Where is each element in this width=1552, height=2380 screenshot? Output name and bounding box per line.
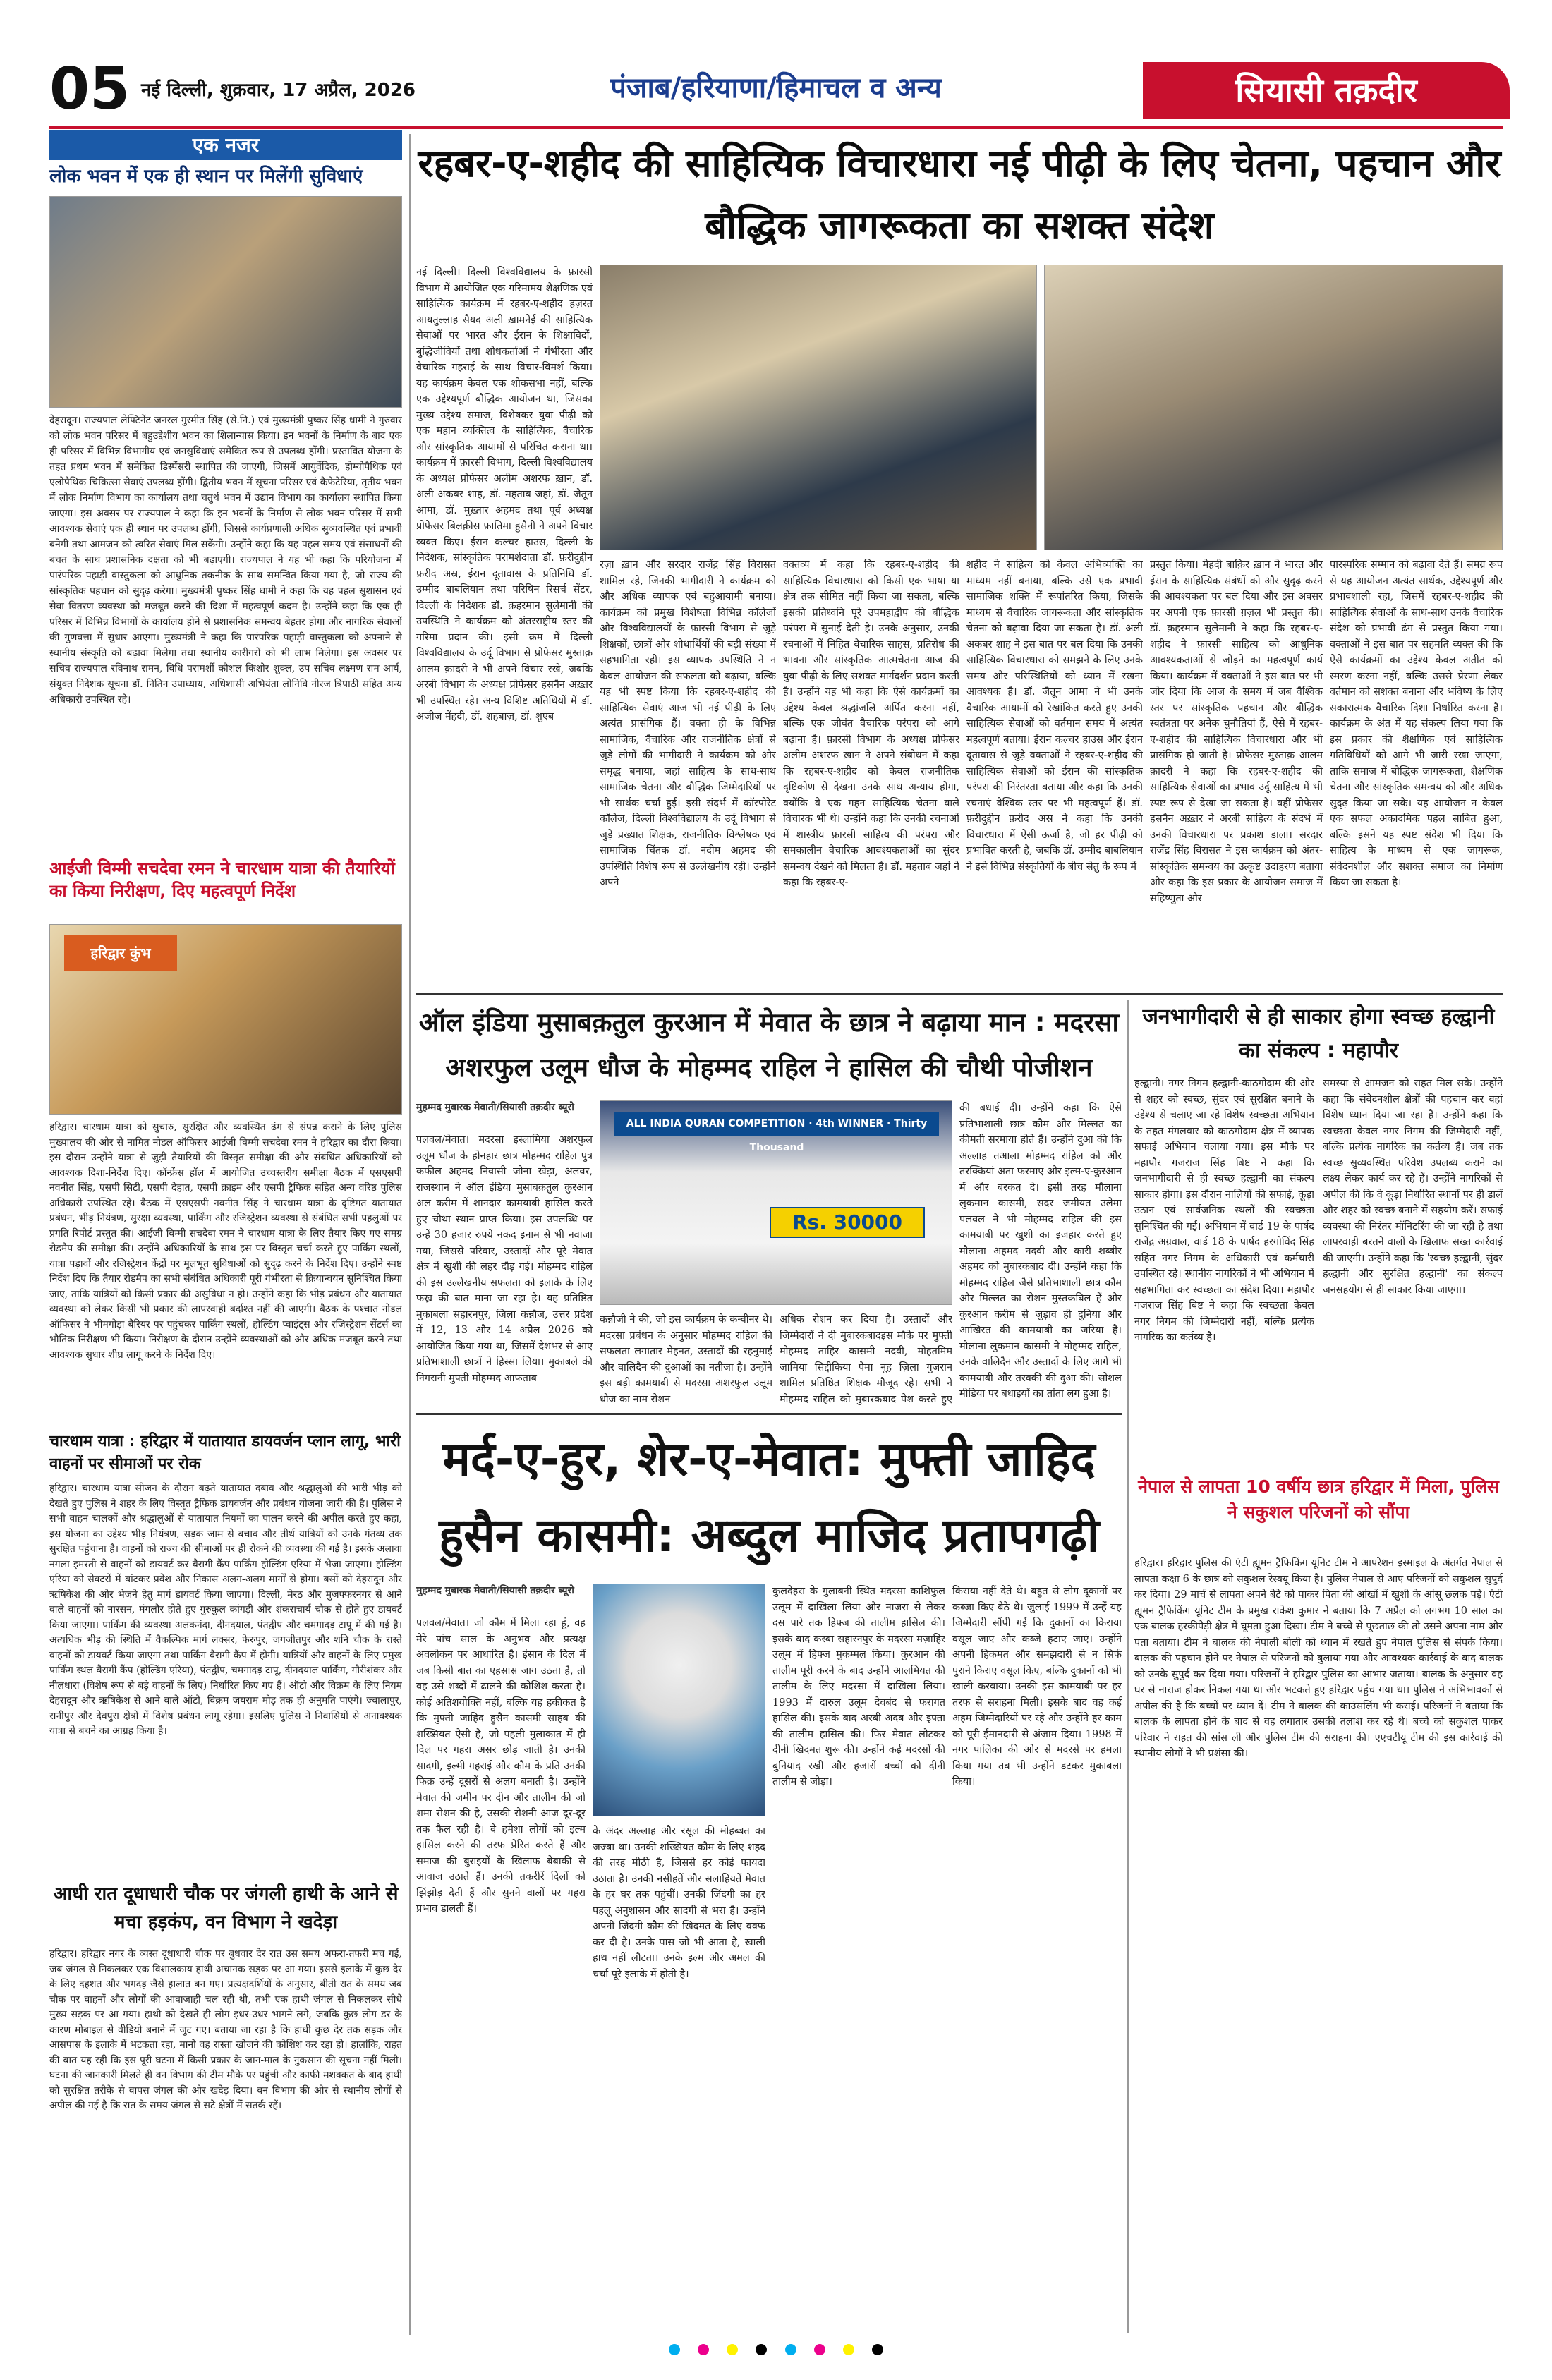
- photo-seminar-panel: [1044, 265, 1503, 550]
- article-headline-elephant: आधी रात दूधाधारी चौक पर जंगली हाथी के आने से मचा हड़कंप, वन विभाग ने खदेड़ा: [53, 1883, 399, 1933]
- photo-review-meeting: [49, 924, 402, 1115]
- mufti-col-3: कुलदेहरा के गुलाबनी स्थित मदरसा काशिफुल उलूम में दाखिला लिया और नाजरा से लेकर दस पारे तक हिफ्ज की तालीम हासिल की। इसके बाद कस्बा सहारनपुर के मदरसा मज़ाहिर उलूम में हिफ्ज मुकम्मल किया। कुरआन की तालीम पूरी करने के बाद उन्होंने आलमियत की तालीम के लिए मदरसा में दाखिला लिया। 1993 में दारुल उलूम देवबंद से फरागत हासिल की। इसके बाद अरबी अदब और इफ्ता की तालीम हासिल की। फिर मेवात लौटकर दीनी खिदमत शुरू की। उन्होंने कई मदरसों की बुनियाद रखी और हजारों बच्चों को दीनी तालीम से जोड़ा।: [772, 1586, 945, 1787]
- ek-nazar-label: एक नजर: [49, 130, 402, 160]
- mufti-col-2: के अंदर अल्लाह और रसूल की मोहब्बत का जज्बा था। उनकी शख्सियत कौम के लिए शहद की तरह मीठी है, जिससे हर कोई फायदा उठाता है। उनकी नसीहतें और सलाहियतें मेवात के हर घर तक पहुंचीं। उनकी जिंदगी का हर पहलू अनुशासन और सादगी से भरा है। उन्होंने अपनी जिंदगी कौम की खिदमत के लिए वक्फ कर दी है। उनके पास जो भी आता है, खाली हाथ नहीं लौटता। उनके इल्म और अमल की चर्चा पूरे इलाके में होती है।: [593, 1826, 765, 1980]
- black-dot: [756, 2344, 767, 2355]
- article-headline-lok-bhavan: लोक भवन में एक ही स्थान पर मिलेंगी सुविधाएं: [49, 166, 363, 187]
- prize-check: Rs. 30000: [770, 1207, 925, 1238]
- photo-quran-winner: [600, 1100, 952, 1305]
- nepal-headline: नेपाल से लापता 10 वर्षीय छात्र हरिद्वार में मिला, पुलिस ने सकुशल परिजनों को सौंपा: [1138, 1476, 1499, 1522]
- article-headline-traffic: चारधाम यात्रा : हरिद्वार में यातायात डायवर्जन प्लान लागू, भारी वाहनों पर सीमाओं पर रोक: [49, 1433, 401, 1473]
- quran-byline: मुहम्मद मुबारक मेवाती/सियासी तक़दीर ब्यूरो: [416, 1102, 574, 1113]
- lead-col-3: वक्तव्य में कहा कि रहबर-ए-शहीद की साहित्यिक विचारधारा को किसी एक भाषा या क्षेत्र तक सीमित नहीं किया जा सकता, बल्कि इसकी प्रतिध्वनि पूरे उपमहाद्वीप की बौद्धिक परंपरा में सुनाई देती है। उनके अनुसार, उनकी रचनाओं में निहित वैचारिक साहस, प्रतिरोध की भावना और सांस्कृतिक आत्मचेतना आज की युवा पीढ़ी के लिए सशक्त मार्गदर्शन प्रदान करती है। उन्होंने यह भी कहा कि ऐसे कार्यक्रमों का उद्देश्य केवल श्रद्धांजलि अर्पित करना नहीं, बल्कि एक जीवंत वैचारिक परंपरा को आगे बढ़ाना है। फ़ारसी विभाग के अध्यक्ष प्रोफेसर अलीम अशरफ ख़ान ने अपने संबोधन में कहा कि रहबर-ए-शहीद को केवल राजनीतिक दृष्टिकोण से देखना उनके साथ अन्याय होगा, क्योंकि वे एक गहन साहित्यिक चेतना वाले विचारक भी थे। उन्होंने कहा कि उनकी रचनाओं में शास्त्रीय फ़ारसी साहित्य की परंपरा और समकालीन वैचारिक आवश्यकताओं का सुंदर समन्वय देखने को मिलता है। डॉ. महताब जहां ने कहा कि रहबर-ए-: [783, 559, 959, 888]
- mufti-headline: मर्द-ए-हुर, शेर-ए-मेवात: मुफ्ती जाहिद हुसैन कासमी: अब्दुल माजिद प्रतापगढ़ी: [439, 1432, 1099, 1562]
- page-number: 05: [49, 56, 131, 123]
- magenta-dot: [814, 2344, 825, 2355]
- nepal-body: हरिद्वार। हरिद्वार पुलिस की एंटी ह्यूमन ट्रैफिकिंग यूनिट टीम ने आपरेशन इस्माइल के अंतर्गत नेपाल से लापता कक्षा 6 के छात्र को सकुशल रेस्क्यू किया है। पुलिस नेपाल से आए परिजनों को सकुशल सुपुर्द कर दिया। 29 मार्च से लापता अपने बेटे को पाकर पिता की आंखों में खुशी के आंसू छलक पड़े। एंटी ह्यूमन ट्रैफिकिंग यूनिट टीम के प्रमुख राकेश कुमार ने बताया कि 7 अप्रैल को लगभग 10 साल का एक बालक हरकीपैड़ी क्षेत्र में घूमता हुआ दिखा। टीम ने बच्चे से पूछताछ की तो उसने अपना नाम और पता बताया। टीम ने बालक की नेपाली बोली को ध्यान में रखते हुए नेपाल पुलिस से संपर्क किया। बालक की पहचान होने पर नेपाल से परिजनों को बुलाया गया और आवश्यक कार्रवाई के बाद बालक को उनके सुपुर्द कर दिया गया। परिजनों ने हरिद्वार पुलिस का आभार जताया। बालक के अनुसार वह घर से नाराज होकर निकल गया था और भटकते हुए हरिद्वार पहुंच गया था। पुलिस ने अभिभावकों से अपील की है कि बच्चों पर ध्यान दें। टीम ने बालक की काउंसलिंग भी कराई। परिजनों ने बताया कि बालक के लापता होने के बाद से वह लगातार उसकी तलाश कर रहे थे। बच्चे को सकुशल पाकर परिवार ने राहत की सांस ली और पुलिस टीम की सराहना की। एएचटीयू टीम की इस कार्रवाई की स्थानीय लोगों ने भी प्रशंसा की।: [1134, 1558, 1503, 1759]
- mufti-col-1: पलवल/मेवात। जो कौम में मिला रहा हूं, वह मेरे पांच साल के अनुभव और प्रत्यक्ष अवलोकन पर आधारित है। इंसान के दिल में जब किसी बात का एहसास जाग उठता है, तो वह उसे शब्दों में ढालने की कोशिश करता है। कोई अतिशयोक्ति नहीं, बल्कि यह हकीकत है कि मुफ्ती जाहिद हुसैन कासमी साहब की शख्सियत ऐसी है, जो पहली मुलाकात में ही दिल पर गहरा असर छोड़ जाती है। उनकी सादगी, इल्मी गहराई और कौम के प्रति उनकी फिक्र उन्हें दूसरों से अलग बनाती है। उन्होंने मेवात की जमीन पर दीन और तालीम की जो शमा रोशन की है, उसकी रोशनी आज दूर-दूर तक फैल रही है। वे हमेशा लोगों को इल्म हासिल करने की तरफ प्रेरित करते हैं और समाज की बुराइयों के खिलाफ बेबाकी से आवाज उठाते हैं। उनकी तकरीरें दिलों को झिंझोड़ देती हैं और सुनने वालों पर गहरा प्रभाव डालती हैं।: [416, 1617, 586, 1914]
- lead-col-5: प्रस्तुत किया। मेहदी बाक़िर ख़ान ने भारत और ईरान के साहित्यिक संबंधों को और सुदृढ़ करने की आवश्यकता पर बल दिया और इस अवसर पर अपनी एक फ़ारसी ग़ज़ल भी प्रस्तुत की। डॉ. क़हरमान सुलेमानी ने कहा कि रहबर-ए-शहीद ने फ़ारसी साहित्य को आधुनिक आवश्यकताओं से जोड़ने का महत्वपूर्ण कार्य किया। कार्यक्रम में वक्ताओं ने इस बात पर भी जोर दिया कि आज के समय में जब वैश्विक स्तर पर सांस्कृतिक पहचान और बौद्धिक स्वतंत्रता पर अनेक चुनौतियां हैं, ऐसे में रहबर-ए-शहीद की साहित्यिक विचारधारा और भी प्रासंगिक हो जाती है। प्रोफेसर मुस्ताक़ आलम क़ादरी ने कहा कि रहबर-ए-शहीद की साहित्यिक सेवाओं का प्रभाव उर्दू साहित्य में भी स्पष्ट रूप से देखा जा सकता है। वहीं प्रोफेसर हसनैन अख़्तर ने अरबी साहित्य के संदर्भ में उनकी विचारधारा पर प्रकाश डाला। सरदार राजेंद्र सिंह विरासत ने इस कार्यक्रम को अंतर-सांस्कृतिक समन्वय का उत्कृष्ट उदाहरण बताया और कहा कि इस प्रकार के आयोजन समाज में सहिष्णुता और: [1150, 559, 1323, 904]
- haldwani-col-2: समस्या से आमजन को राहत मिल सके। उन्होंने कहा कि संवेदनशील क्षेत्रों की पहचान कर वहां विशेष ध्यान दिया जा रहा है। उन्होंने कहा कि स्वच्छता केवल नगर निगम की जिम्मेदारी नहीं, बल्कि प्रत्येक नागरिक का कर्तव्य है। जब तक स्वच्छ सुव्यवस्थित परिवेश उपलब्ध कराने का लक्ष्य लेकर कार्य कर रहे हैं। उन्होंने नागरिकों से अपील की कि वे कूड़ा निर्धारित स्थानों पर ही डालें और शहर को स्वच्छ बनाने में सहयोग करें। सफाई व्यवस्था की निरंतर मॉनिटरिंग की जा रही है तथा लापरवाही बरतने वालों के खिलाफ सख्त कार्रवाई की जाएगी। उन्होंने कहा कि 'स्वच्छ हल्द्वानी, सुंदर हल्द्वानी और सुरक्षित हल्द्वानी' का संकल्प जनसहयोग से ही साकार किया जाएगा।: [1323, 1078, 1503, 1296]
- article-body-lok-bhavan: देहरादून। राज्यपाल लेफ्टिनेंट जनरल गुरमीत सिंह (से.नि.) एवं मुख्यमंत्री पुष्कर सिंह धामी ने गुरुवार को लोक भवन परिसर में बहुउद्देशीय भवन का शिलान्यास किया। इन भवनों के निर्माण के बाद एक ही परिसर में विभिन्न विभागीय एवं जनसुविधाएं समेकित रूप से उपलब्ध होंगी। प्रस्तावित योजना के तहत प्रथम भवन में समेकित डिस्पेंसरी स्थापित की जाएगी, जिसमें आयुर्वेदिक, होम्योपैथिक एवं एलोपैथिक चिकित्सा सेवाएं उपलब्ध होंगी। द्वितीय भवन में सूचना परिसर एवं कैफेटेरिया, तृतीय भवन में लोक निर्माण विभाग का कार्यालय तथा चतुर्थ भवन में उद्यान विभाग का कार्यालय स्थापित किया जाएगा। इस अवसर पर राज्यपाल ने कहा कि इन भवनों के निर्माण से लोक भवन परिसर में सभी आवश्यक सेवाएं एक ही स्थान पर उपलब्ध होंगी, जिससे कार्यप्रणाली अधिक सुव्यवस्थित एवं प्रभावी बनेगी तथा आमजन को त्वरित सेवाएं मिल सकेंगी। उन्होंने कहा कि यह पहल समय एवं संसाधनों की बचत के साथ प्रशासनिक दक्षता को भी बढ़ाएगी। राज्यपाल ने यह भी कहा कि परियोजना में पारंपरिक पहाड़ी वास्तुकला को आधुनिक तकनीक के साथ समन्वित किया गया है, जो राज्य की सांस्कृतिक पहचान को सुदृढ़ करेगा। मुख्यमंत्री पुष्कर सिंह धामी ने कहा कि यह पहल सुशासन एवं सेवा वितरण व्यवस्था को मजबूत करने की दिशा में महत्वपूर्ण कदम है। उन्होंने कहा कि एक ही परिसर में विभिन्न विभागों के कार्यालय होने से प्रशासनिक समन्वय बेहतर होगा और नागरिक सेवाओं की गुणवत्ता में सुधार आएगा। मुख्यमंत्री ने कहा कि पारंपरिक पहाड़ी वास्तुकला को अपनाने से स्थानीय संस्कृति को बढ़ावा मिलेगा तथा स्थानीय कारीगरों को भी लाभ मिलेगा। इस अवसर पर सचिव राज्यपाल रविनाथ रामन, विधि परामर्शी कौशल किशोर शुक्ल, उप सचिव लक्ष्मण राम आर्य, संयुक्त निदेशक सूचना डॉ. नितिन उपाध्याय, अधिशासी अभियंता लोनिवि नीरज त्रिपाठी सहित अन्य अधिकारी उपस्थित रहे।: [49, 415, 402, 705]
- article-body-ig-vimmi: हरिद्वार। चारधाम यात्रा को सुचारु, सुरक्षित और व्यवस्थित ढंग से संपन्न कराने के लिए पुलिस मुख्यालय की ओर से नामित नोडल ऑफिसर आईजी विम्मी सचदेवा रमन ने हरिद्वार का दौरा किया। इस दौरान उन्होंने यात्रा से जुड़ी तैयारियों की विस्तृत समीक्षा की और संबंधित अधिकारियों को आवश्यक दिशा-निर्देश दिए। कॉन्फ्रेंस हॉल में आयोजित उच्चस्तरीय समीक्षा बैठक में एसएसपी नवनीत सिंह, एसपी सिटी, एसपी देहात, एसपी क्राइम और एसपी ट्रैफिक सहित अन्य वरिष्ठ पुलिस अधिकारी उपस्थित रहे। बैठक में एसएसपी नवनीत सिंह ने चारधाम यात्रा के दृष्टिगत यातायात प्रबंधन, भीड़ नियंत्रण, सुरक्षा व्यवस्था, पार्किंग और रजिस्ट्रेशन व्यवस्था से संबंधित सभी पहलुओं पर प्रगति रिपोर्ट प्रस्तुत की। आईजी विम्मी सचदेवा रमन ने चारधाम यात्रा के लिए तैयार किए गए समग्र रोडमैप की समीक्षा की। उन्होंने अधिकारियों के साथ इस पर विस्तृत चर्चा करते हुए पार्किंग स्थलों, यात्रा पड़ावों और रजिस्ट्रेशन केंद्रों पर मूलभूत सुविधाओं को सुदृढ़ करने के निर्देश दिए। उन्होंने स्पष्ट निर्देश दिए कि तैयार रोडमैप का सभी संबंधित अधिकारी पूरी गंभीरता से क्रियान्वयन सुनिश्चित किया जाए, ताकि यात्रियों को किसी प्रकार की असुविधा न हो। उन्होंने कहा कि भीड़ प्रबंधन और यातायात व्यवस्था को लेकर किसी भी प्रकार की लापरवाही बर्दाश्त नहीं की जाएगी। बैठक के पश्चात नोडल ऑफिसर ने भीमगोड़ा बैरियर पर पहुंचकर पार्किंग स्थलों, होल्डिंग प्वाइंट्स और रजिस्ट्रेशन सेंटर्स का भौतिक निरीक्षण भी किया। निरीक्षण के दौरान उन्होंने व्यवस्थाओं को और अधिक मजबूत करने तथा आवश्यक सुधार शीघ्र लागू करने के निर्देश दिए।: [49, 1122, 402, 1361]
- photo-mufti-portrait: [593, 1584, 765, 1816]
- column-divider-right: [1127, 1000, 1129, 2333]
- lead-col-2: रज़ा ख़ान और सरदार राजेंद्र सिंह विरासत शामिल रहे, जिनकी भागीदारी ने कार्यक्रम को और अधिक व्यापक एवं बहुआयामी बनाया। कार्यक्रम को प्रमुख विशेषता विभिन्न कॉलेजों और विश्वविद्यालयों के फ़ारसी विभाग से जुड़े शिक्षकों, छात्रों और शोधार्थियों की बड़ी संख्या में सहभागिता रही। इस व्यापक उपस्थिति ने न केवल आयोजन की सफलता को बढ़ाया, बल्कि यह भी स्पष्ट किया कि रहबर-ए-शहीद की साहित्यिक सेवाएं आज भी नई पीढ़ी के लिए अत्यंत प्रासंगिक हैं। वक्ता ही के विभिन्न सामाजिक, वैचारिक और राजनीतिक क्षेत्रों से जुड़े लोगों की भागीदारी ने कार्यक्रम को और समृद्ध बनाया, जहां साहित्य के साथ-साथ सामाजिक चेतना और बौद्धिक जिम्मेदारियों पर भी सार्थक चर्चा हुई। इसी संदर्भ में कॉरपोरेट कॉलेज, दिल्ली विश्वविद्यालय के उर्दू विभाग से जुड़े प्रख्यात शिक्षक, राजनीतिक विश्लेषक एवं सामाजिक चिंतक डॉ. नदीम अहमद की उपस्थिति विशेष रूप से उल्लेखनीय रही। उन्होंने अपने: [600, 559, 776, 888]
- article-body-traffic: हरिद्वार। चारधाम यात्रा सीजन के दौरान बढ़ते यातायात दबाव और श्रद्धालुओं की भारी भीड़ को देखते हुए पुलिस ने शहर के लिए विस्तृत ट्रैफिक डायवर्जन और प्रबंधन योजना जारी की है। पुलिस ने सभी वाहन चालकों और श्रद्धालुओं से यातायात नियमों का पालन करने की अपील करते हुए कहा, इस योजना का उद्देश्य भीड़ नियंत्रण, सड़क जाम से बचाव और तीर्थ यात्रियों को उनके गंतव्य तक सुरक्षित पहुंचाना है। वाहनों को राज्य की सीमाओं पर ही रोकने की व्यवस्था की गई है। इसके अलावा नगला इमरती से वाहनों को डायवर्ट कर बैरागी कैंप पार्किंग होल्डिंग एरिया में भेजा जाएगा। होल्डिंग एरिया को सेक्टरों में बांटकर प्रवेश और निकास अलग-अलग मार्गों से होगा। बसों को देहरादून और ऋषिकेश की ओर भेजने हेतु मार्ग डायवर्ट किया जाएगा। दिल्ली, मेरठ और मुजफ्फरनगर से आने वाले वाहनों को नारसन, मंगलौर होते हुए गुरुकुल कांगड़ी और शंकराचार्य चौक से होते हुए डायवर्ट किया जाएगा। पार्किंग की व्यवस्था अलकनंदा, दीनदयाल, पंतद्वीप और चमगादड़ टापू में की गई है। अत्यधिक भीड़ की स्थिति में वैकल्पिक मार्ग लक्सर, फेरुपुर, जगजीतपुर और शनि चौक के रास्ते वाहनों को डायवर्ट किया जाएगा तथा पार्किंग बैरागी कैंप में होगी। यात्रियों और वाहनों के लिए प्रमुख पार्किंग स्थल बैरागी कैंप (होल्डिंग एरिया), पंतद्वीप, चमगादड़ टापू, दीनदयाल पार्किंग, गौरीशंकर और नीलधारा (विशेष रूप से बड़े वाहनों के लिए) निर्धारित किए गए हैं। ऑटो और विक्रम के लिए नियम देहरादून और ऋषिकेश से आने वाले ऑटो, विक्रम जयराम मोड़ तक ही अनुमति पाएंगे। ज्वालापुर, रानीपुर और देवपुरा क्षेत्रों में विशेष प्रबंधन लागू रहेगा। इसलिए पुलिस ने निवासियों से अनावश्यक यात्रा से बचने का आग्रह किया है।: [49, 1483, 402, 1737]
- photo-banner: हरिद्वार कुंभ: [64, 935, 177, 971]
- brand-logo: सियासी तक़दीर: [1143, 62, 1510, 119]
- haldwani-col-1: हल्द्वानी। नगर निगम हल्द्वानी-काठगोदाम की ओर से शहर को स्वच्छ, सुंदर एवं सुरक्षित बनाने के उद्देश्य से चलाए जा रहे विशेष स्वच्छता अभियान के तहत मंगलवार को काठगोदाम क्षेत्र में व्यापक सफाई अभियान चलाया गया। इस मौके पर महापौर गजराज सिंह बिष्ट ने कहा कि जनभागीदारी से ही स्वच्छ हल्द्वानी का संकल्प साकार होगा। इस दौरान नालियों की सफाई, कूड़ा उठान एवं सार्वजनिक स्थलों की स्वच्छता सुनिश्चित की गई। अभियान में वार्ड 19 के पार्षद राजेंद्र अग्रवाल, वार्ड 18 के पार्षद हरगोविंद सिंह सहित नगर निगम के अधिकारी एवं कर्मचारी उपस्थित रहे। स्थानीय नागरिकों ने भी अभियान में सहभागिता कर स्वच्छता का संदेश दिया। महापौर गजराज सिंह बिष्ट ने कहा कि स्वच्छता केवल नगर निगम की जिम्मेदारी नहीं, बल्कि प्रत्येक नागरिक का कर्तव्य है।: [1134, 1078, 1314, 1343]
- section-rule: [416, 993, 1503, 995]
- quran-headline: ऑल इंडिया मुसाबक़तुल कुरआन में मेवात के छात्र ने बढ़ाया मान : मदरसा अशरफुल उलूम धौज के मोहम्मद राहिल ने हासिल की चौथी पोजीशन: [419, 1007, 1119, 1083]
- lead-col-6: पारस्परिक सम्मान को बढ़ावा देते हैं। समग्र रूप से यह आयोजन अत्यंत सार्थक, उद्देश्यपूर्ण और प्रभावशाली रहा, जिसमें रहबर-ए-शहीद की साहित्यिक सेवाओं के साथ-साथ उनके वैचारिक संदेश को प्रभावी ढंग से प्रस्तुत किया गया। वक्ताओं ने इस बात पर सहमति व्यक्त की कि ऐसे कार्यक्रमों का उद्देश्य केवल अतीत को स्मरण करना नहीं, बल्कि उससे प्रेरणा लेकर वर्तमान को सशक्त बनाना और भविष्य के लिए सकारात्मक वैचारिक दिशा निर्धारित करना है। कार्यक्रम के अंत में यह संकल्प लिया गया कि इस प्रकार की शैक्षणिक एवं साहित्यिक गतिविधियों को आगे भी जारी रखा जाएगा, ताकि समाज में बौद्धिक जागरूकता, शैक्षणिक चेतना और सांस्कृतिक समन्वय को और अधिक सुदृढ़ किया जा सके। यह आयोजन न केवल एक सफल अकादमिक पहल साबित हुआ, बल्कि इसने यह स्पष्ट संदेश भी दिया कि साहित्य के माध्यम से एक जागरूक, संवेदनशील और सशक्त समाज का निर्माण किया जा सकता है।: [1330, 559, 1503, 888]
- mufti-col-5: [1134, 2285, 1135, 2286]
- lead-col-4: शहीद ने साहित्य को केवल अभिव्यक्ति का माध्यम नहीं बनाया, बल्कि उसे एक प्रभावी सामाजिक शक्ति में रूपांतरित किया, जिसके माध्यम से वैचारिक जागरूकता और सांस्कृतिक चेतना को बढ़ावा दिया जा सकता है। डॉ. अली अकबर शाह ने इस बात पर बल दिया कि उनकी साहित्यिक विचारधारा को समझने के लिए उनके समय और परिस्थितियों को ध्यान में रखना आवश्यक है। डॉ. जैतून आमा ने भी उनके वैचारिक आयामों को रेखांकित करते हुए उनकी साहित्यिक सेवाओं को वर्तमान समय में अत्यंत महत्वपूर्ण बताया। ईरान कल्चर हाउस और ईरान दूतावास से जुड़े वक्ताओं ने रहबर-ए-शहीद की साहित्यिक सेवाओं को ईरान की सांस्कृतिक परंपरा की निरंतरता बताया और कहा कि उनकी रचनाएं वैश्विक स्तर पर भी महत्वपूर्ण हैं। डॉ. फ़रीदुद्दीन फ़रीद अस्र ने कहा कि उनकी विचारधारा में ऐसी ऊर्जा है, जो हर पीढ़ी को प्रभावित करती है, जबकि डॉ. उम्मीद बाबलियान ने इसे विभिन्न संस्कृतियों के बीच सेतु के रूप में: [966, 559, 1143, 873]
- cyan-dot: [669, 2344, 680, 2355]
- lead-col-1: नई दिल्ली। दिल्ली विश्वविद्यालय के फ़ारसी विभाग में आयोजित एक गरिमामय शैक्षणिक एवं साहित्यिक कार्यक्रम में रहबर-ए-शहीद हज़रत आयतुल्लाह सैयद अली ख़ामनेई की साहित्यिक सेवाओं पर भारत और ईरान के शिक्षाविदों, बुद्धिजीवियों तथा शोधकर्ताओं ने गंभीरता और वैचारिक गहराई के साथ विचार-विमर्श किया। यह कार्यक्रम केवल एक शोकसभा नहीं, बल्कि एक उद्देश्यपूर्ण बौद्धिक आयोजन था, जिसका मुख्य उद्देश्य समाज, विशेषकर युवा पीढ़ी को एक महान व्यक्तित्व के साहित्यिक, वैचारिक और सांस्कृतिक आयामों से परिचित कराना था। कार्यक्रम में फ़ारसी विभाग, दिल्ली विश्वविद्यालय के अध्यक्ष प्रोफेसर अलीम अशरफ ख़ान, डॉ. अली अकबर शाह, डॉ. महताब जहां, डॉ. जैतून आमा, डॉ. मुख़्तार अहमद तथा पूर्व अध्यक्ष प्रोफेसर बिलक़ीस फ़ातिमा हुसैनी ने अपने विचार व्यक्त किए। ईरान कल्चर हाउस, दिल्ली के निदेशक, सांस्कृतिक परामर्शदाता डॉ. फ़रीदुद्दीन फ़रीद अस्र, ईरान दूतावास के प्रतिनिधि डॉ. उम्मीद बाबलियान तथा परिषिन रिसर्च सेंटर, दिल्ली के निदेशक डॉ. क़हरमान सुलेमानी की उपस्थिति ने कार्यक्रम को अंतरराष्ट्रीय स्तर की गरिमा प्रदान की। इसी क्रम में दिल्ली विश्वविद्यालय के उर्दू विभाग से प्रोफेसर मुस्ताक़ आलम क़ादरी ने भी अपने विचार रखे, जबकि अरबी विभाग के अध्यक्ष प्रोफेसर हसनैन अख़्तर भी उपस्थित रहे। अन्य विशिष्ट अतिथियों में डॉ. अजीज़ मेंहदी, डॉ. शहबाज़, डॉ. शुएब: [416, 267, 593, 722]
- quran-col-4: की बधाई दी। उन्होंने कहा कि ऐसे प्रतिभाशाली छात्र कौम और मिल्लत का कीमती सरमाया होते हैं। उन्होंने दुआ की कि अल्लाह तआला मोहम्मद राहिल को और तरक्कियां अता फरमाए और इल्म-ए-कुरआन में और बरकत दे। इसी तरह मौलाना लुकमान कासमी, सदर जमीयत उलेमा पलवल ने भी मोहम्मद राहिल की इस कामयाबी पर खुशी का इजहार करते हुए मौलाना अहमद नदवी और कारी शब्बीर अहमद को मुबारकबाद दी। उन्होंने कहा कि मोहम्मद राहिल जैसे प्रतिभाशाली छात्र कौम और मिल्लत का रोशन मुस्तकबिल हैं और कुरआन करीम से जुड़ाव ही दुनिया और आखिरत की कामयाबी का जरिया है। मौलाना लुकमान कासमी ने मोहम्मद राहिल, उनके वालिदैन और उस्तादों के लिए आगे भी कामयाबी और तरक्की की दुआ की। सोशल मीडिया पर बधाइयों का तांता लग हुआ है।: [959, 1103, 1122, 1400]
- lead-headline: रहबर-ए-शहीद की साहित्यिक विचारधारा नई पीढ़ी के लिए चेतना, पहचान और बौद्धिक जागरूकता का सशक्त संदेश: [418, 141, 1501, 248]
- quran-col-2: कन्नौजी ने की, जो इस कार्यक्रम के कन्वीनर थे। मदरसा प्रबंधन के अनुसार मोहम्मद राहिल की सफलता लगातार मेहनत, उस्तादों की रहनुमाई और वालिदैन की दुआओं का नतीजा है। उन्होंने इस बड़ी कामयाबी से मदरसा अशरफुल उलूम धौज का नाम रोशन: [600, 1314, 772, 1405]
- yellow-dot: [727, 2344, 738, 2355]
- black-dot: [872, 2344, 883, 2355]
- masthead-rule: [49, 126, 1503, 129]
- quran-col-1: पलवल/मेवात। मदरसा इस्लामिया अशरफुल उलूम धौज के होनहार छात्र मोहम्मद राहिल पुत्र कफील अहमद निवासी जोना खेड़ा, अलवर, राजस्थान ने ऑल इंडिया मुसाबक़तुल क़ुरआन अल करीम में शानदार कामयाबी हासिल करते हुए चौथा स्थान प्राप्त किया। इस उपलब्धि पर उन्हें 30 हजार रुपये नकद इनाम से भी नवाजा गया, जिससे परिवार, उस्तादों और पूरे मेवात क्षेत्र में खुशी की लहर दौड़ गई। मोहम्मद राहिल की इस उल्लेखनीय सफलता को इलाके के लिए फख्र की बात माना जा रहा है। यह प्रतिष्ठित मुकाबला सहारनपुर, जिला कन्नौज, उत्तर प्रदेश में 12, 13 और 14 अप्रैल 2026 को आयोजित किया गया था, जिसमें देशभर से आए प्रतिभाशाली छात्रों ने हिस्सा लिया। मुकाबले की निगरानी मुफ्ती मोहम्मद आफताब: [416, 1134, 593, 1384]
- article-body-elephant: हरिद्वार। हरिद्वार नगर के व्यस्त दूधाधारी चौक पर बुधवार देर रात उस समय अफरा-तफरी मच गई, जब जंगल से निकलकर एक विशालकाय हाथी अचानक सड़क पर आ गया। इससे इलाके में कुछ देर के लिए दहशत और भगदड़ जैसे हालात बन गए। प्रत्यक्षदर्शियों के अनुसार, बीती रात के समय जब चौक पर वाहनों और लोगों की आवाजाही चल रही थी, तभी एक हाथी जंगल से निकलकर सीधे मुख्य सड़क पर आ गया। हाथी को देखते ही लोग इधर-उधर भागने लगे, जबकि कुछ लोग डर के कारण मोबाइल से वीडियो बनाने में जुट गए। बताया जा रहा है कि हाथी कुछ देर तक सड़क और आसपास के इलाके में भटकता रहा, मानो वह रास्ता खोजने की कोशिश कर रहा हो। हालांकि, राहत की बात यह रही कि इस पूरी घटना में किसी प्रकार के जान-माल के नुकसान की सूचना नहीं मिली। घटना की जानकारी मिलते ही वन विभाग की टीम मौके पर पहुंची और काफी मशक्कत के बाद हाथी को सुरक्षित तरीके से वापस जंगल की ओर खदेड़ दिया। वन विभाग की ओर से स्थानीय लोगों से अपील की गई है कि रात के समय जंगल से सटे क्षेत्रों में सतर्क रहें।: [49, 1948, 402, 2111]
- photo-seminar-audience: [600, 265, 1037, 550]
- dateline: नई दिल्ली, शुक्रवार, 17 अप्रैल, 2026: [141, 80, 416, 101]
- color-registration-bar: [49, 2342, 1503, 2363]
- haldwani-headline: जनभागीदारी से ही साकार होगा स्वच्छ हल्द्वानी का संकल्प : महापौर: [1142, 1004, 1495, 1063]
- section-title: पंजाब/हरियाणा/हिमाचल व अन्य: [610, 72, 942, 104]
- column-divider: [409, 134, 411, 2335]
- yellow-dot: [843, 2344, 854, 2355]
- mufti-byline: मुहम्मद मुबारक मेवाती/सियासी तक़दीर ब्यूरो: [416, 1585, 574, 1596]
- magenta-dot: [698, 2344, 709, 2355]
- photo-banner-competition: ALL INDIA QURAN COMPETITION · 4th WINNER · Thirty Thousand: [614, 1112, 939, 1136]
- photo-lok-bhavan: [49, 196, 402, 408]
- article-headline-ig-vimmi: आईजी विम्मी सचदेवा रमन ने चारधाम यात्रा की तैयारियों का किया निरीक्षण, दिए महत्वपूर्ण निर्देश: [49, 858, 395, 901]
- mufti-col-4: किराया नहीं देते थे। बहुत से लोग दूकानों पर कब्जा किए बैठे थे। जुलाई 1999 में उन्हें यह जिम्मेदारी सौंपी गई कि दुकानों का किराया वसूल जाए और कब्जे हटाए जाएं। उन्होंने अपनी हिकमत और समझदारी से न सिर्फ पुराने किराए वसूल किए, बल्कि दुकानों को भी खाली करवाया। उनकी इस कामयाबी पर हर तरफ से सराहना मिली। इसके बाद वह कई अहम जिम्मेदारियों पर रहे और उन्होंने हर काम को पूरी ईमानदारी से अंजाम दिया। 1998 में नगर पालिका की ओर से मदरसे पर हमला किया गया तब भी उन्होंने डटकर मुकाबला किया।: [952, 1586, 1122, 1787]
- cyan-dot: [785, 2344, 796, 2355]
- quran-col-3: अधिक रोशन कर दिया है। उस्तादों और जिम्मेदारों ने दी मुबारकबादइस मौके पर मुफ्ती मोहम्मद ताहिर कासमी नदवी, मोहतमिम जामिया सिद्दीकिया पेमा नूह ज़िला गुजरान शामिल प्रतिष्ठित शिक्षक मौजूद रहे। सभी ने मोहम्मद राहिल को मुबारकबाद पेश करते हुए: [780, 1314, 952, 1405]
- section-rule-2: [416, 1413, 1122, 1415]
